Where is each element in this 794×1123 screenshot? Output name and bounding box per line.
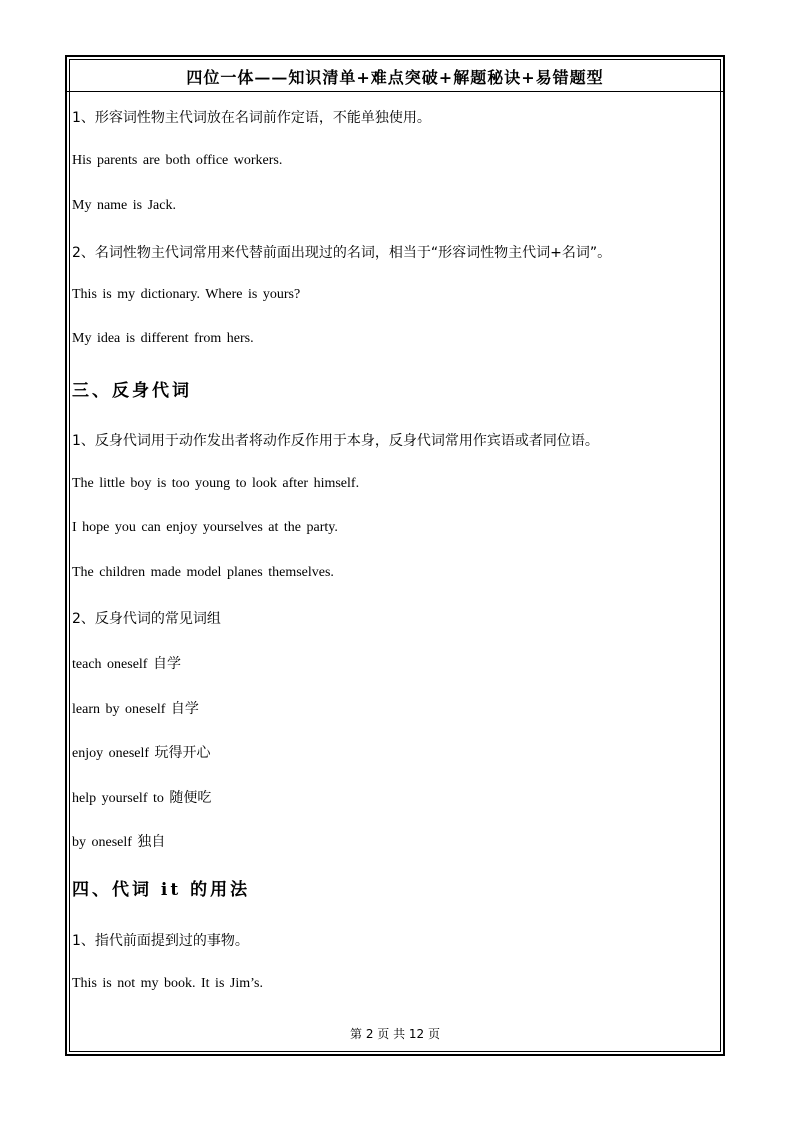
example-sentence: The children made model planes themselves. bbox=[72, 565, 334, 580]
phrase-item: enjoy oneself 玩得开心 bbox=[72, 746, 211, 761]
section-heading-pronoun-it: 四、代词 it 的用法 bbox=[72, 880, 251, 900]
example-sentence: His parents are both office workers. bbox=[72, 153, 283, 168]
example-sentence: This is not my book. It is Jim’s. bbox=[72, 976, 263, 991]
phrase-item: by oneself 独自 bbox=[72, 835, 166, 850]
phrase-item: learn by oneself 自学 bbox=[72, 702, 199, 717]
example-sentence: This is my dictionary. Where is yours? bbox=[72, 287, 301, 302]
paragraph-reflexive-phrases: 2、反身代词的常见词组 bbox=[72, 611, 221, 627]
page-frame bbox=[65, 55, 725, 1056]
example-sentence: I hope you can enjoy yourselves at the party. bbox=[72, 520, 338, 535]
paragraph-it-usage: 1、指代前面提到过的事物。 bbox=[72, 933, 249, 949]
example-sentence: My idea is different from hers. bbox=[72, 331, 254, 346]
example-sentence: The little boy is too young to look after himself. bbox=[72, 476, 360, 491]
page-header-title: 四位一体——知识清单+难点突破+解题秘诀+易错题型 bbox=[186, 68, 604, 87]
paragraph-reflexive-rule: 1、反身代词用于动作发出者将动作反作用于本身，反身代词常用作宾语或者同位语。 bbox=[72, 433, 599, 449]
page-number-footer: 第 2 页 共 12 页 bbox=[350, 1027, 440, 1041]
paragraph-possessive-adjective-rule: 1、形容词性物主代词放在名词前作定语，不能单独使用。 bbox=[72, 110, 431, 126]
section-heading-reflexive-pronouns: 三、反身代词 bbox=[72, 381, 192, 401]
example-sentence: My name is Jack. bbox=[72, 198, 176, 213]
paragraph-possessive-pronoun-rule: 2、名词性物主代词常用来代替前面出现过的名词，相当于“形容词性物主代词+名词”。 bbox=[72, 245, 612, 261]
phrase-item: help yourself to 随便吃 bbox=[72, 791, 212, 806]
phrase-item: teach oneself 自学 bbox=[72, 657, 181, 672]
header-divider bbox=[67, 91, 723, 92]
